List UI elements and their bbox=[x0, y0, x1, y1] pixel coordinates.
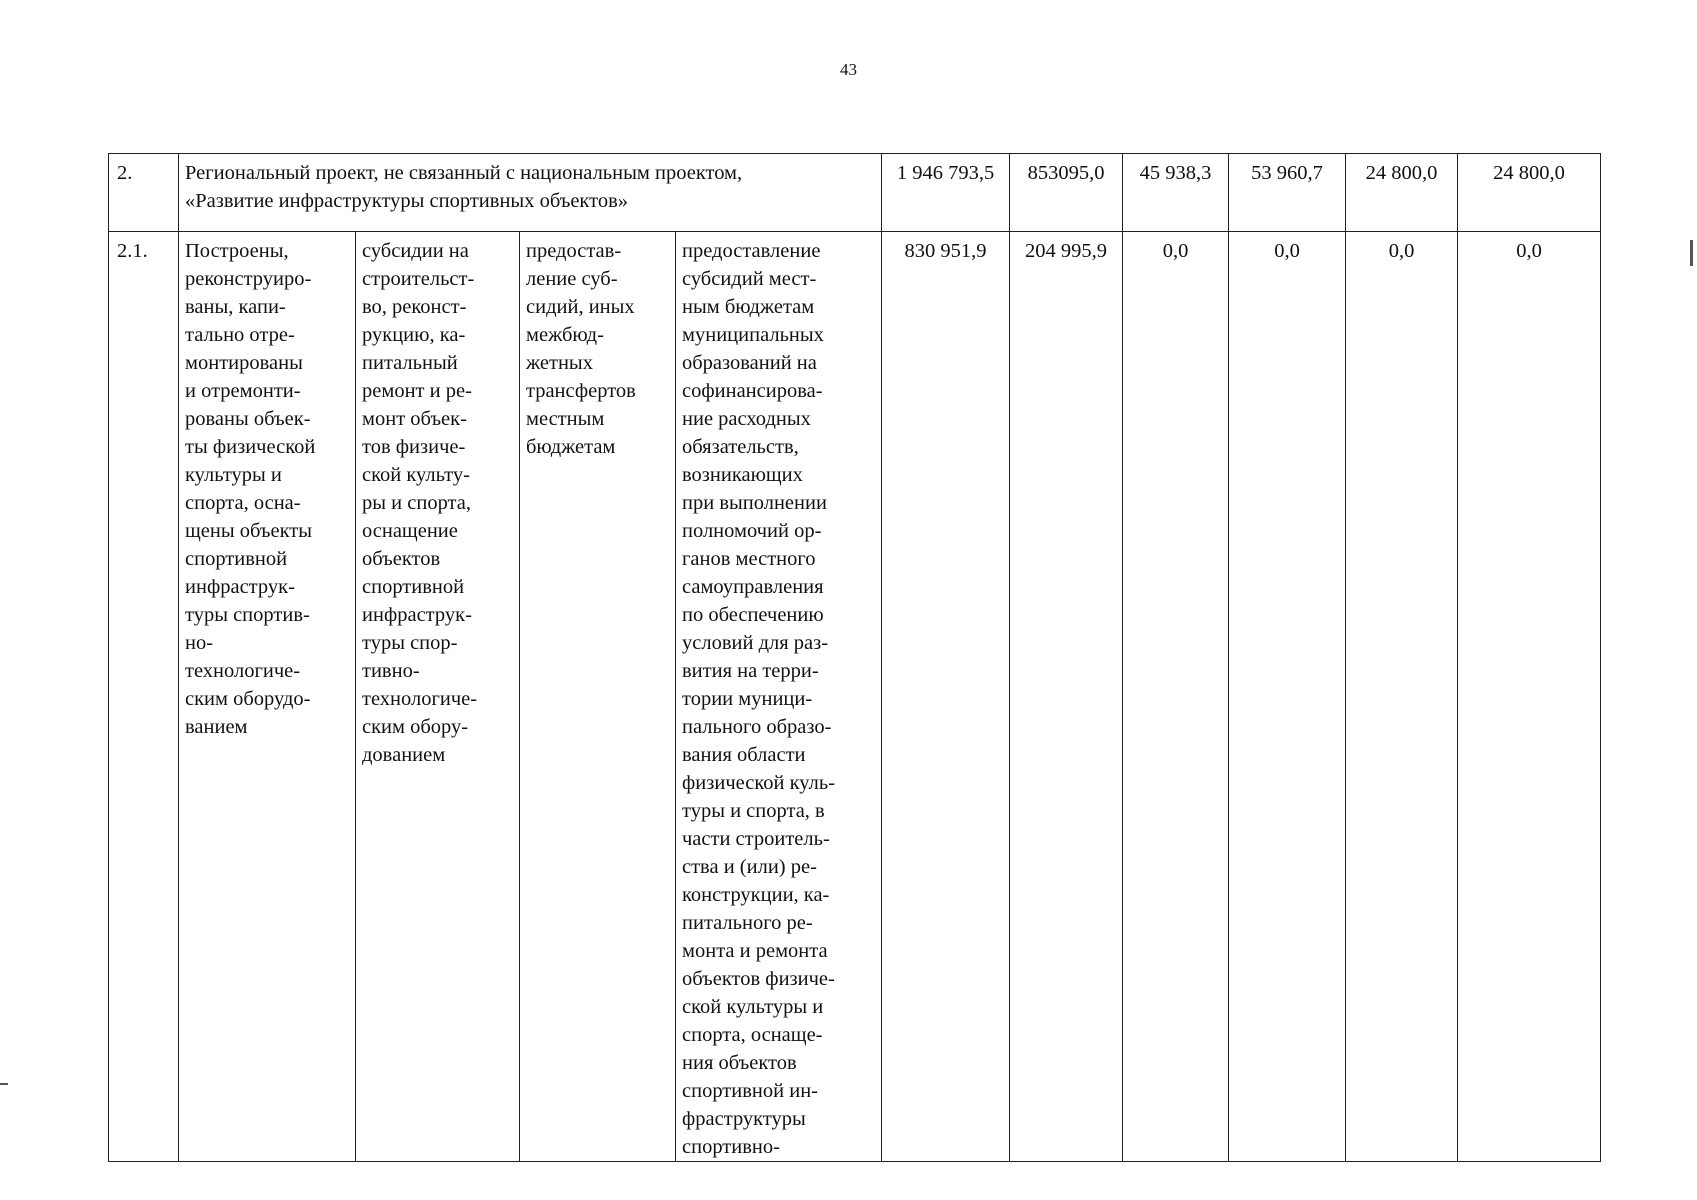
value-cell: 830 951,9 bbox=[882, 232, 1010, 1162]
type-cell: предостав- ление суб- сидий, иных межбюд- жетных трансфертов местным бюджетам bbox=[520, 232, 676, 1162]
row-index: 2.1. bbox=[109, 232, 179, 1162]
characteristic-cell: субсидии на строительст- во, реконст- рукцию, ка- питальный ремонт и ре- монт объек- тов физиче- ской культу- ры и спорта, оснащение объектов спортивной инфраструк- туры спор- тивно- технологиче- ским обору- дованием bbox=[356, 232, 520, 1162]
value-cell: 53 960,7 bbox=[1229, 154, 1346, 232]
value-cell: 24 800,0 bbox=[1346, 154, 1458, 232]
page-number: 43 bbox=[840, 60, 857, 79]
description-cell: предоставление субсидий мест- ным бюджетам муниципальных образований на софинансирова- ние расходных обязательств, возникающих при выполнении полномочий ор- ганов местного самоуправления по обеспечению условий для раз- вития на терри- тории муници- пального образо- вания области физической куль- туры и спорта, в части строитель- ства и (или) ре- конструкции, ка- питального ре- монта и ремонта объектов физиче- ской культуры и спорта, оснаще- ния объектов спортивной ин- фраструктуры спортивно- bbox=[676, 232, 882, 1162]
budget-table bbox=[108, 153, 1601, 1162]
value-cell: 45 938,3 bbox=[1123, 154, 1229, 232]
table-row bbox=[109, 232, 1601, 1162]
value-cell: 1 946 793,5 bbox=[882, 154, 1010, 232]
scan-mark bbox=[0, 1083, 8, 1085]
table-row bbox=[109, 154, 1601, 232]
row-index: 2. bbox=[109, 154, 179, 232]
value-cell: 24 800,0 bbox=[1458, 154, 1601, 232]
value-cell: 0,0 bbox=[1229, 232, 1346, 1162]
scan-mark bbox=[1690, 240, 1693, 266]
value-cell: 0,0 bbox=[1346, 232, 1458, 1162]
value-cell: 204 995,9 bbox=[1010, 232, 1123, 1162]
value-cell: 0,0 bbox=[1123, 232, 1229, 1162]
project-title: Региональный проект, не связанный с национальным проектом, «Развитие инфраструктуры спортивных объектов» bbox=[179, 154, 882, 232]
value-cell: 0,0 bbox=[1458, 232, 1601, 1162]
value-cell: 853095,0 bbox=[1010, 154, 1123, 232]
result-cell: Построены, реконструиро- ваны, капи- тально отре- монтированы и отремонти- рованы объек- ты физической культуры и спорта, осна- щены объекты спортивной инфраструк- туры спортив- но- технологиче- ским оборудо- ванием bbox=[179, 232, 356, 1162]
